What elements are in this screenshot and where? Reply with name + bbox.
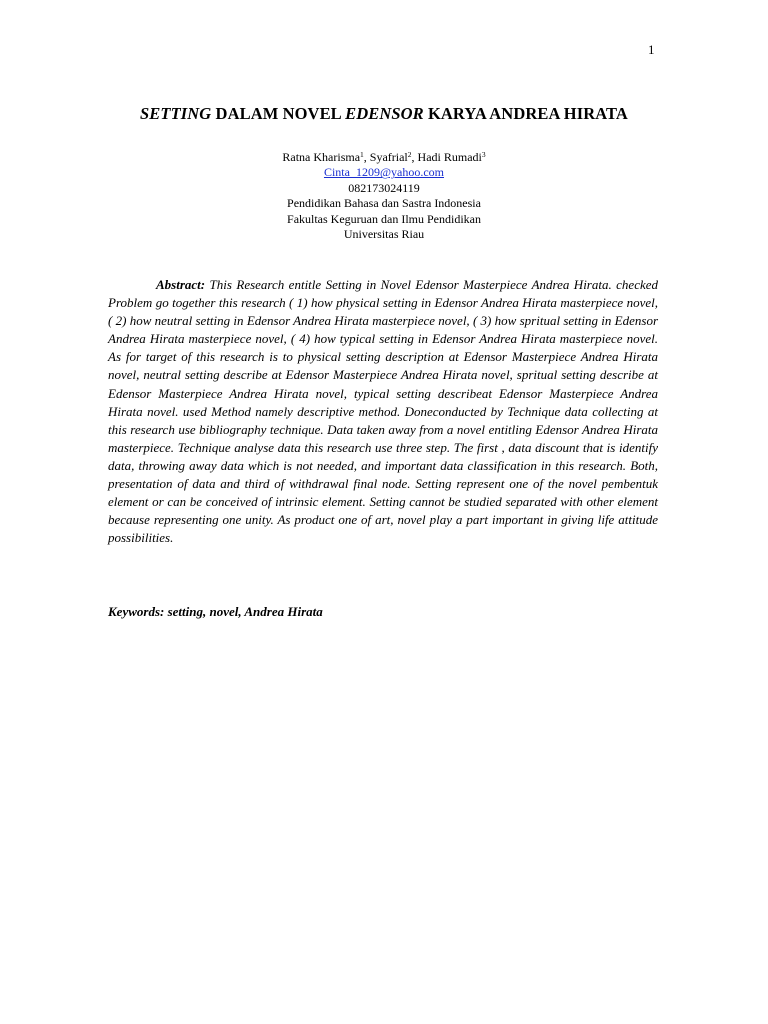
paper-title xyxy=(0,104,768,124)
author-separator: , xyxy=(363,150,370,164)
author-separator: , xyxy=(411,150,418,164)
abstract-text: This Research entitle Setting in Novel Edensor Masterpiece Andrea Hirata. checked Problem go together this research ( 1) how physical setting in Edensor Andrea Hirata masterpiece novel, ( 2) how neutral setting in Edensor Andrea Hirata masterpiece novel, ( 3) how spritual setting in Edensor Andrea Hirata masterpiece novel, ( 4) how typical setting in Edensor Andrea Hirata masterpiece novel. As for target of this research is to physical setting description at Edensor Masterpiece Andrea Hirata novel, neutral setting describe at Edensor Masterpiece Andrea Hirata novel, spritual setting describe at Edensor Masterpiece Andrea Hirata novel, typical setting describeat Edensor Masterpiece Andrea Hirata novel. used Method namely descriptive method. Doneconducted by Technique data collecting at this research use bibliography technique. Data taken away from a novel entitling Edensor Andrea Hirata masterpiece. Technique analyse data this research use three step. The first , data discount that is identify data, throwing away data which is not needed, and important data classification in this research. Both, presentation of data and third of withdrawal final node. Setting represent one of the novel pembentuk element or can be conceived of intrinsic element. Setting cannot be studied separated with other element because representing one unity. As product one of art, novel play a part important in giving life attitude possibilities. xyxy=(108,277,658,546)
affiliation-mark: 3 xyxy=(481,150,486,159)
author-info xyxy=(0,150,768,242)
affiliation-mark: 1 xyxy=(360,150,364,159)
author-names xyxy=(0,150,768,165)
author-name: Hadi Rumadi xyxy=(417,150,482,164)
title-dalam-novel: DALAM NOVEL xyxy=(211,104,346,123)
keywords: Keywords: setting, novel, Andrea Hirata xyxy=(108,604,323,619)
email-line xyxy=(0,165,768,180)
author-name: Ratna Kharisma xyxy=(282,150,361,164)
author-name: Syafrial xyxy=(369,150,408,164)
title-karya: KARYA ANDREA HIRATA xyxy=(423,104,628,123)
phone-number: 082173024119 xyxy=(348,180,420,195)
title-setting: SETTING xyxy=(140,104,212,123)
abstract-label: Abstract: xyxy=(156,277,206,292)
affiliation-mark: 2 xyxy=(407,150,412,159)
abstract xyxy=(108,276,658,547)
page-number: 1 xyxy=(648,42,655,57)
department: Pendidikan Bahasa dan Sastra Indonesia xyxy=(287,196,481,211)
email-link[interactable]: Cinta_1209@yahoo.com xyxy=(323,165,445,180)
title-edensor: EDENSOR xyxy=(345,104,424,123)
faculty: Fakultas Keguruan dan Ilmu Pendidikan xyxy=(287,211,481,226)
university: Universitas Riau xyxy=(343,227,425,242)
